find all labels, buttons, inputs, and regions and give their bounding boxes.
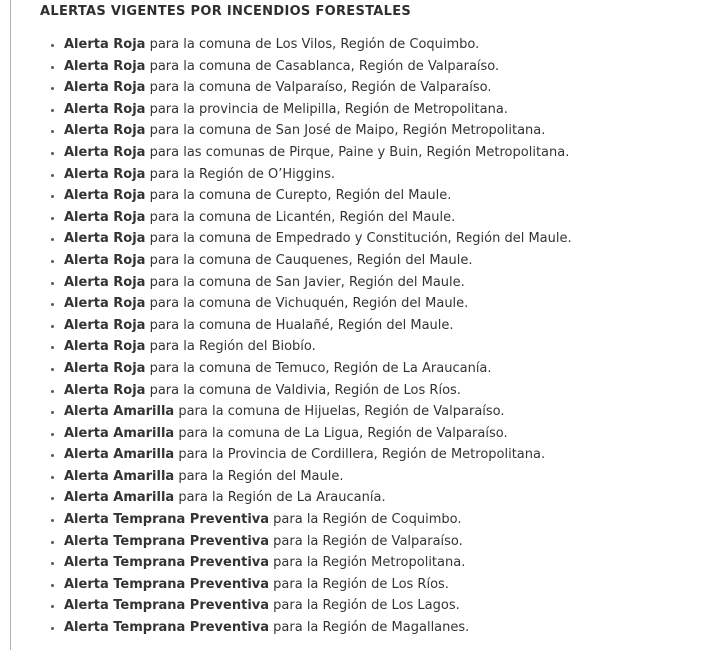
- alert-detail-text: para la Región del Biobío.: [145, 339, 316, 355]
- alert-type-label: Alerta Roja: [64, 339, 146, 355]
- alert-item: [64, 272, 702, 294]
- alert-type-label: Alerta Roja: [64, 317, 146, 333]
- alert-type-label: Alerta Temprana Preventiva: [64, 555, 270, 571]
- alert-type-label: Alerta Roja: [64, 274, 146, 290]
- alert-item: [64, 250, 702, 272]
- alert-detail-text: para la Región de Los Lagos.: [269, 598, 460, 614]
- alert-item: [64, 509, 702, 531]
- alert-type-label: Alerta Amarilla: [64, 490, 175, 506]
- alert-type-label: Alerta Roja: [64, 144, 146, 160]
- alert-item: [64, 207, 702, 229]
- alert-item: [64, 164, 702, 186]
- alert-item: [64, 336, 702, 358]
- alert-detail-text: para la Región de Coquimbo.: [269, 512, 462, 528]
- alert-type-label: Alerta Roja: [64, 209, 146, 225]
- alert-detail-text: para la comuna de Temuco, Región de La Araucanía.: [145, 360, 492, 376]
- alert-type-label: Alerta Amarilla: [64, 447, 175, 463]
- alert-type-label: Alerta Roja: [64, 231, 146, 247]
- alert-item: [64, 595, 702, 617]
- alert-item: [64, 56, 702, 78]
- alert-type-label: Alerta Roja: [64, 101, 146, 117]
- alert-detail-text: para la comuna de San Javier, Región del Maule.: [145, 274, 465, 290]
- alert-type-label: Alerta Roja: [64, 360, 146, 376]
- alert-type-label: Alerta Roja: [64, 37, 146, 52]
- alert-detail-text: para la comuna de Cauquenes, Región del Maule.: [145, 252, 473, 268]
- alert-type-label: Alerta Temprana Preventiva: [64, 598, 270, 614]
- alert-detail-text: para la Región de Magallanes.: [269, 620, 470, 636]
- alert-item: [64, 293, 702, 315]
- alert-detail-text: para la Provincia de Cordillera, Región de Metropolitana.: [174, 447, 546, 463]
- alert-item: [64, 401, 702, 423]
- alert-detail-text: para la comuna de Valparaíso, Región de Valparaíso.: [145, 80, 492, 96]
- alert-detail-text: para la Región Metropolitana.: [269, 555, 466, 571]
- page-title: ALERTAS VIGENTES POR INCENDIOS FORESTALES: [40, 4, 412, 19]
- alert-item: [64, 77, 702, 99]
- alert-item: [64, 185, 702, 207]
- alert-detail-text: para la Región de Los Ríos.: [269, 576, 449, 592]
- alert-detail-text: para la comuna de Empedrado y Constitución, Región del Maule.: [145, 231, 572, 247]
- alert-detail-text: para la comuna de Hualañé, Región del Maule.: [145, 317, 454, 333]
- alert-item: [64, 423, 702, 445]
- alert-detail-text: para la Región del Maule.: [174, 468, 344, 484]
- alert-type-label: Alerta Temprana Preventiva: [64, 620, 270, 636]
- alert-item: [64, 228, 702, 250]
- alert-item: [64, 466, 702, 488]
- alert-detail-text: para la comuna de Hijuelas, Región de Valparaíso.: [174, 404, 505, 420]
- alert-type-label: Alerta Roja: [64, 296, 146, 312]
- alert-item: [64, 315, 702, 337]
- alert-item: [64, 34, 702, 56]
- alert-item: [64, 99, 702, 121]
- alert-item: [64, 444, 702, 466]
- alert-type-label: Alerta Temprana Preventiva: [64, 576, 270, 592]
- alert-type-label: Alerta Roja: [64, 166, 146, 182]
- alert-item: [64, 358, 702, 380]
- alert-type-label: Alerta Roja: [64, 58, 146, 74]
- alert-item: [64, 574, 702, 596]
- alert-detail-text: para la provincia de Melipilla, Región de Metropolitana.: [145, 101, 508, 117]
- alert-type-label: Alerta Roja: [64, 188, 146, 204]
- alert-type-label: Alerta Amarilla: [64, 468, 175, 484]
- alert-type-label: Alerta Roja: [64, 382, 146, 398]
- alert-detail-text: para la Región de La Araucanía.: [174, 490, 386, 506]
- alert-item: [64, 380, 702, 402]
- alert-item: [64, 142, 702, 164]
- alert-type-label: Alerta Temprana Preventiva: [64, 512, 270, 528]
- alert-detail-text: para la comuna de Vichuquén, Región del Maule.: [145, 296, 469, 312]
- alert-detail-text: para la comuna de Curepto, Región del Maule.: [145, 188, 452, 204]
- alert-detail-text: para la comuna de Valdivia, Región de Los Ríos.: [145, 382, 461, 398]
- alert-detail-text: para la comuna de Los Vilos, Región de Coquimbo.: [145, 37, 480, 52]
- alert-detail-text: para la comuna de Licantén, Región del Maule.: [145, 209, 456, 225]
- alert-type-label: Alerta Roja: [64, 123, 146, 139]
- alert-item: [64, 531, 702, 553]
- alert-detail-text: para la comuna de Casablanca, Región de Valparaíso.: [145, 58, 500, 74]
- alert-detail-text: para la Región de Valparaíso.: [269, 533, 463, 549]
- alert-detail-text: para la comuna de La Ligua, Región de Valparaíso.: [174, 425, 508, 441]
- alert-type-label: Alerta Temprana Preventiva: [64, 533, 270, 549]
- alert-type-label: Alerta Amarilla: [64, 404, 175, 420]
- alert-detail-text: para la Región de O’Higgins.: [145, 166, 335, 182]
- alert-item: [64, 120, 702, 142]
- alerts-list: [40, 34, 702, 639]
- alert-item: [64, 552, 702, 574]
- alert-detail-text: para las comunas de Pirque, Paine y Buin, Región Metropolitana.: [145, 144, 570, 160]
- alert-type-label: Alerta Roja: [64, 80, 146, 96]
- alert-item: [64, 617, 702, 639]
- alert-type-label: Alerta Amarilla: [64, 425, 175, 441]
- alert-detail-text: para la comuna de San José de Maipo, Región Metropolitana.: [145, 123, 546, 139]
- alert-type-label: Alerta Roja: [64, 252, 146, 268]
- alerts-panel: [10, 0, 710, 650]
- alert-item: [64, 487, 702, 509]
